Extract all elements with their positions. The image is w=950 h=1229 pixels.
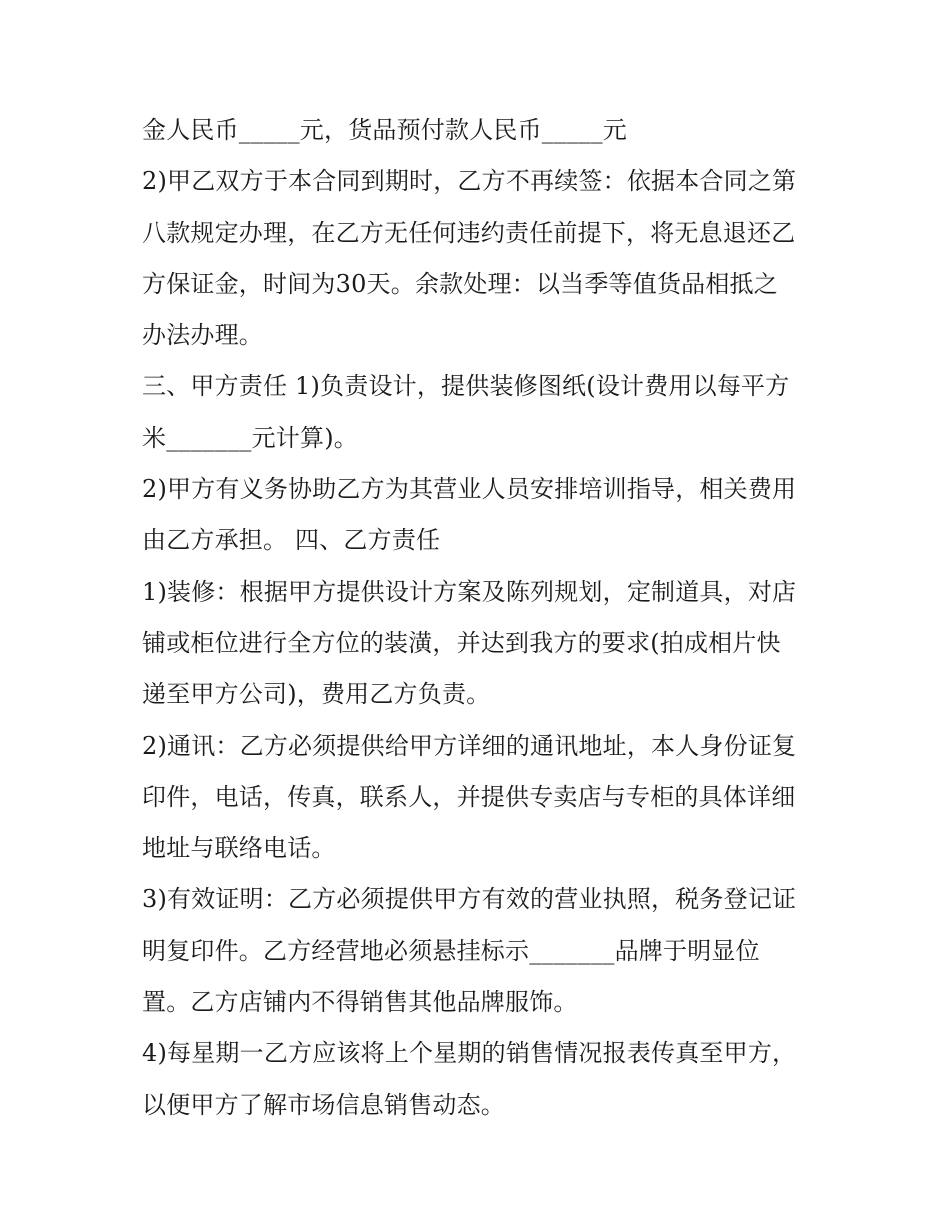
text-line: 1)装修：根据甲方提供设计方案及陈列规划，定制道具，对店 xyxy=(142,577,797,606)
text-line: 3)有效证明：乙方必须提供甲方有效的营业执照，税务登记证 xyxy=(142,885,797,914)
text-line: 置。乙方店铺内不得销售其他品牌服饰。 xyxy=(142,988,578,1017)
text-line: 2)甲方有义务协助乙方为其营业人员安排培训指导，相关费用 xyxy=(142,475,797,504)
text-line: 地址与联络电话。 xyxy=(142,834,336,863)
text-line: 由乙方承担。 四、乙方责任 xyxy=(142,526,441,555)
text-line: 八款规定办理，在乙方无任何违约责任前提下，将无息退还乙 xyxy=(142,218,796,247)
text-line: 米_______元计算)。 xyxy=(142,423,358,452)
text-line: 印件，电话，传真，联系人，并提供专卖店与专柜的具体详细 xyxy=(142,782,796,811)
contract-text xyxy=(142,108,822,1134)
text-line: 递至甲方公司)，费用乙方负责。 xyxy=(142,680,491,709)
text-line: 2)通讯：乙方必须提供给甲方详细的通讯地址，本人身份证复 xyxy=(142,731,797,760)
text-line: 方保证金，时间为30天。余款处理：以当季等值货品相抵之 xyxy=(142,269,778,298)
text-line: 2)甲乙双方于本合同到期时，乙方不再续签：依据本合同之第 xyxy=(142,167,797,196)
text-line: 4)每星期一乙方应该将上个星期的销售情况报表传真至甲方， xyxy=(142,1039,797,1068)
text-line: 三、甲方责任 1)负责设计，提供装修图纸(设计费用以每平方 xyxy=(142,372,790,401)
text-line: 铺或柜位进行全方位的装潢，并达到我方的要求(拍成相片快 xyxy=(142,628,781,657)
text-line: 办法办理。 xyxy=(142,321,263,350)
text-line: 以便甲方了解市场信息销售动态。 xyxy=(142,1090,505,1119)
text-line: 金人民币_____元，货品预付款人民币_____元 xyxy=(142,116,627,144)
text-line: 明复印件。乙方经营地必须悬挂标示_______品牌于明显位 xyxy=(142,936,760,965)
